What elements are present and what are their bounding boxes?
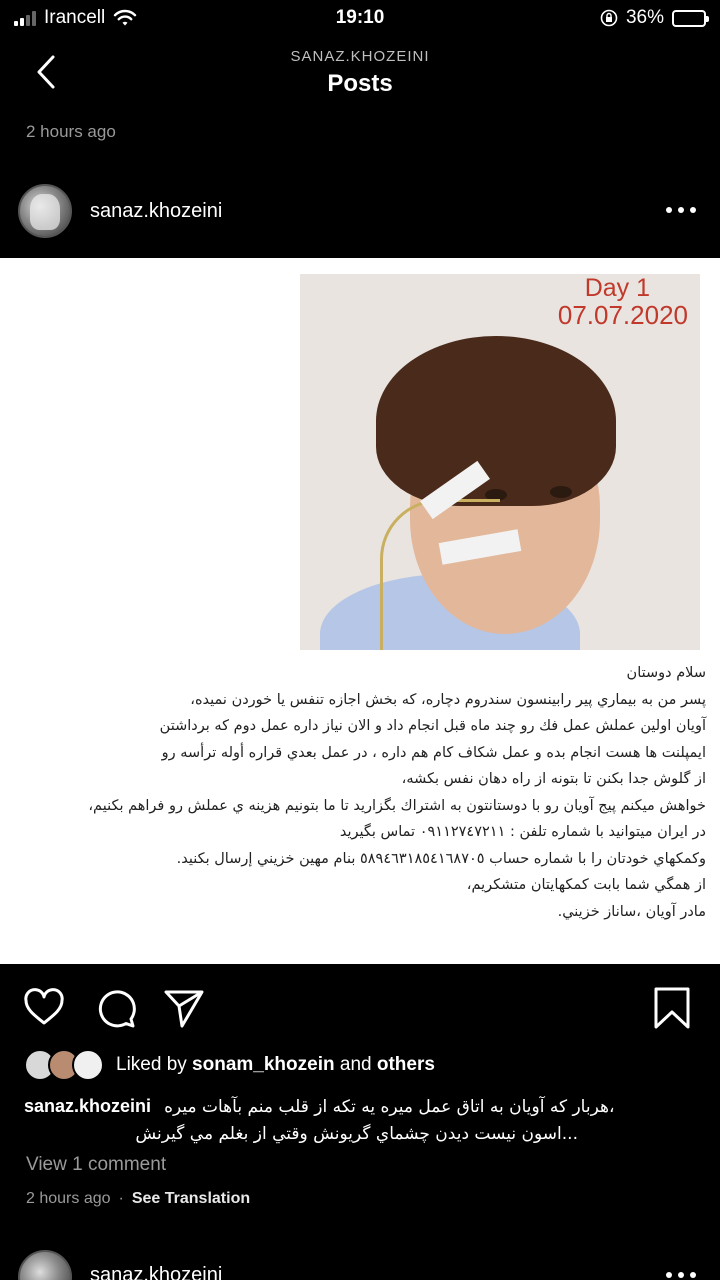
post-action-bar <box>0 980 720 1040</box>
image-caption-line: وكمكهاي خودتان را با شماره حساب ٥٨٩٤٦٣١٨٥٤١٦٨٧٠٥ بنام مهين خزيني إرسال بكنيد. <box>176 850 706 867</box>
battery-icon <box>672 10 706 27</box>
liked-by-others[interactable]: others <box>376 1054 435 1075</box>
caption-username[interactable]: sanaz.khozeini <box>24 1096 152 1116</box>
liked-by-prefix: Liked by <box>116 1054 193 1075</box>
liked-by-and: and <box>334 1054 377 1075</box>
caption-text-more[interactable]: ...اسون نيست ديدن چشماي گريونش وقتي از بغلم مي گيرنش <box>135 1124 578 1144</box>
heart-icon[interactable] <box>22 986 66 1030</box>
previous-post-time: 2 hours ago <box>26 122 116 141</box>
send-icon[interactable] <box>162 986 206 1030</box>
orientation-lock-icon <box>600 9 618 27</box>
account-name: SANAZ.KHOZEINI <box>290 48 430 65</box>
status-time: 19:10 <box>335 7 385 28</box>
more-options-button[interactable] <box>666 1270 696 1280</box>
liked-by-avatars <box>24 1049 108 1081</box>
see-translation-link[interactable]: See Translation <box>131 1190 251 1207</box>
caption-text: هربار كه آويان به اتاق عمل ميره يه تكه از قلب منم بآهات ميره، <box>164 1097 615 1117</box>
nav-header <box>0 36 720 112</box>
post-username[interactable]: sanaz.khozeini <box>90 200 223 222</box>
image-caption-line: سلام دوستان <box>626 665 706 681</box>
post-caption <box>24 1096 700 1117</box>
image-caption-text <box>14 660 706 925</box>
battery-percent: 36% <box>625 7 664 28</box>
avatar <box>72 1049 104 1081</box>
avatar[interactable] <box>18 184 72 238</box>
photo-date-label: 07.07.2020 <box>557 300 688 330</box>
more-dot-icon <box>666 207 672 213</box>
image-caption-line: آويان اولين عملش عمل فك رو چند ماه قبل انجام داد و الان نياز داره عمل دوم كه برداشتن <box>159 718 706 734</box>
post-time: 2 hours ago <box>26 1190 111 1207</box>
liked-by-row[interactable] <box>24 1048 435 1082</box>
meta-separator: · <box>118 1190 124 1207</box>
page-title: Posts <box>327 70 393 97</box>
photo-day-label: Day 1 <box>584 274 650 302</box>
status-right <box>600 7 706 29</box>
status-bar <box>0 0 720 36</box>
view-comments-link[interactable]: View 1 comment <box>26 1154 167 1175</box>
bookmark-icon[interactable] <box>650 986 694 1030</box>
image-caption-line: مادر آويان ،ساناز خزيني. <box>557 903 706 920</box>
post-username[interactable]: sanaz.khozeini <box>90 1264 223 1280</box>
liked-by-user[interactable]: sonam_khozein <box>192 1054 335 1075</box>
image-caption-line: از همگي شما بابت كمكهايتان متشكريم، <box>466 877 706 893</box>
post-header <box>0 180 720 244</box>
image-caption-line: ايمپلنت ها هست انجام بده و عمل شكاف كام هم داره ، در عمل بعدي قراره أوله ترأسه رو <box>161 744 706 761</box>
post-meta <box>26 1190 250 1208</box>
image-caption-line: خواهش ميكنم پيج آويان رو با دوستانتون به اشتراك بگزاريد تا ما بتونيم هزينه ي عملش رو فراهم بكنيم، <box>88 797 706 814</box>
image-caption-line: از گلوش جدا بكنن تا بتونه از راه دهان نفس بكشه، <box>401 771 706 787</box>
image-caption-line: در ايران ميتوانيد با شماره تلفن : ٠٩١١٢٧٤٧٢١١ تماس بگيريد <box>339 824 706 840</box>
avatar[interactable] <box>18 1250 72 1280</box>
carrier-name: Irancell <box>44 7 106 28</box>
more-options-button[interactable] <box>666 198 696 222</box>
post-image[interactable] <box>0 258 720 964</box>
child-photo <box>300 274 700 650</box>
image-caption-line: پسر من به بيماري پير رابينسون سندروم دچاره، كه بخش اجازه تنفس يا خوردن نميده، <box>190 691 706 708</box>
comment-icon[interactable] <box>94 986 138 1030</box>
next-post-header <box>0 1248 720 1280</box>
